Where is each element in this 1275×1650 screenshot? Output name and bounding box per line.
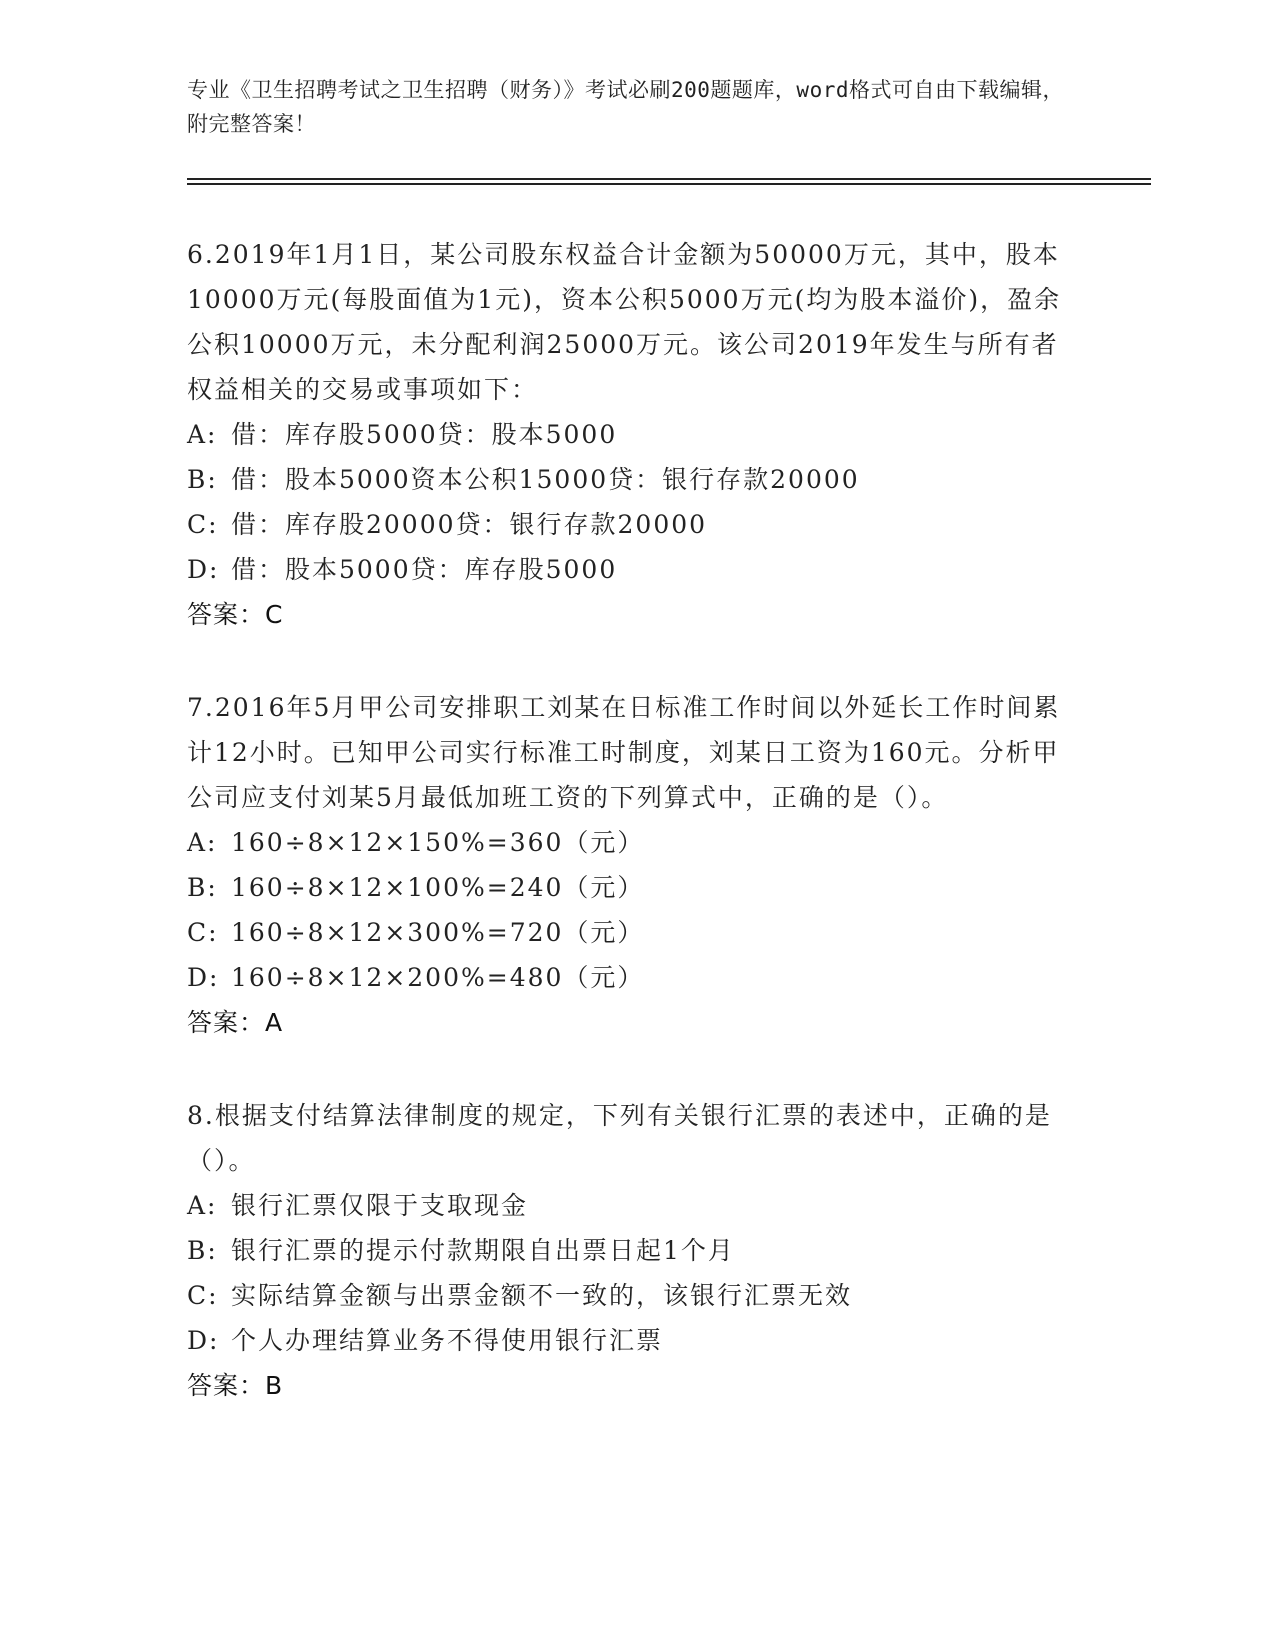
option-text: 借：库存股20000贷：银行存款20000 [231, 510, 708, 539]
header-divider-bottom [187, 183, 1151, 185]
option-d [187, 955, 1077, 1000]
option-text: 160÷8×12×150%=360（元） [231, 828, 645, 857]
option-letter: C: [187, 510, 219, 539]
option-text: 银行汇票的提示付款期限自出票日起1个月 [231, 1236, 735, 1265]
option-letter: B: [187, 1236, 218, 1265]
option-text: 160÷8×12×100%=240（元） [231, 873, 645, 902]
option-letter: A: [187, 420, 218, 449]
question-list [187, 232, 1077, 1456]
question-7 [187, 685, 1077, 1045]
option-text: 借：股本5000资本公积15000贷：银行存款20000 [231, 465, 860, 494]
answer-text: 答案：C [187, 600, 284, 629]
option-d [187, 547, 1077, 592]
answer-text: 答案：B [187, 1371, 284, 1400]
question-6 [187, 232, 1077, 637]
option-a [187, 820, 1077, 865]
option-letter: A: [187, 828, 218, 857]
question-8 [187, 1093, 1077, 1408]
option-letter: B: [187, 873, 218, 902]
option-letter: C: [187, 918, 219, 947]
option-letter: C: [187, 1281, 219, 1310]
option-c [187, 502, 1077, 547]
option-text: 银行汇票仅限于支取现金 [231, 1191, 529, 1220]
option-c [187, 910, 1077, 955]
option-letter: B: [187, 465, 218, 494]
header-divider-top [187, 178, 1151, 180]
option-text: 个人办理结算业务不得使用银行汇票 [231, 1326, 664, 1355]
answer-text: 答案：A [187, 1008, 284, 1037]
option-b [187, 865, 1077, 910]
question-text: 6.2019年1月1日，某公司股东权益合计金额为50000万元，其中，股本10000万元(每股面值为1元)，资本公积5000万元(均为股本溢价)，盈余公积10000万元，未分配利润25000万元。该公司2019年发生与所有者权益相关的交易或事项如下： [187, 240, 1062, 404]
option-d [187, 1318, 1077, 1363]
question-text: 7.2016年5月甲公司安排职工刘某在日标准工作时间以外延长工作时间累计12小时。已知甲公司实行标准工时制度，刘某日工资为160元。分析甲公司应支付刘某5月最低加班工资的下列算式中，正确的是（）。 [187, 693, 1061, 812]
option-letter: A: [187, 1191, 218, 1220]
question-text: 8.根据支付结算法律制度的规定，下列有关银行汇票的表述中，正确的是（）。 [187, 1101, 1052, 1175]
option-b [187, 1228, 1077, 1273]
option-text: 160÷8×12×300%=720（元） [231, 918, 645, 947]
option-letter: D: [187, 1326, 220, 1355]
document-header: 专业《卫生招聘考试之卫生招聘（财务）》考试必刷200题题库，word格式可自由下载编辑，附完整答案！ [187, 78, 1064, 136]
option-text: 借：股本5000贷：库存股5000 [231, 555, 618, 584]
option-a [187, 412, 1077, 457]
option-c [187, 1273, 1077, 1318]
option-a [187, 1183, 1077, 1228]
option-b [187, 457, 1077, 502]
option-letter: D: [187, 555, 220, 584]
option-text: 实际结算金额与出票金额不一致的，该银行汇票无效 [231, 1281, 853, 1310]
option-letter: D: [187, 963, 220, 992]
option-text: 160÷8×12×200%=480（元） [231, 963, 645, 992]
option-text: 借：库存股5000贷：股本5000 [231, 420, 618, 449]
